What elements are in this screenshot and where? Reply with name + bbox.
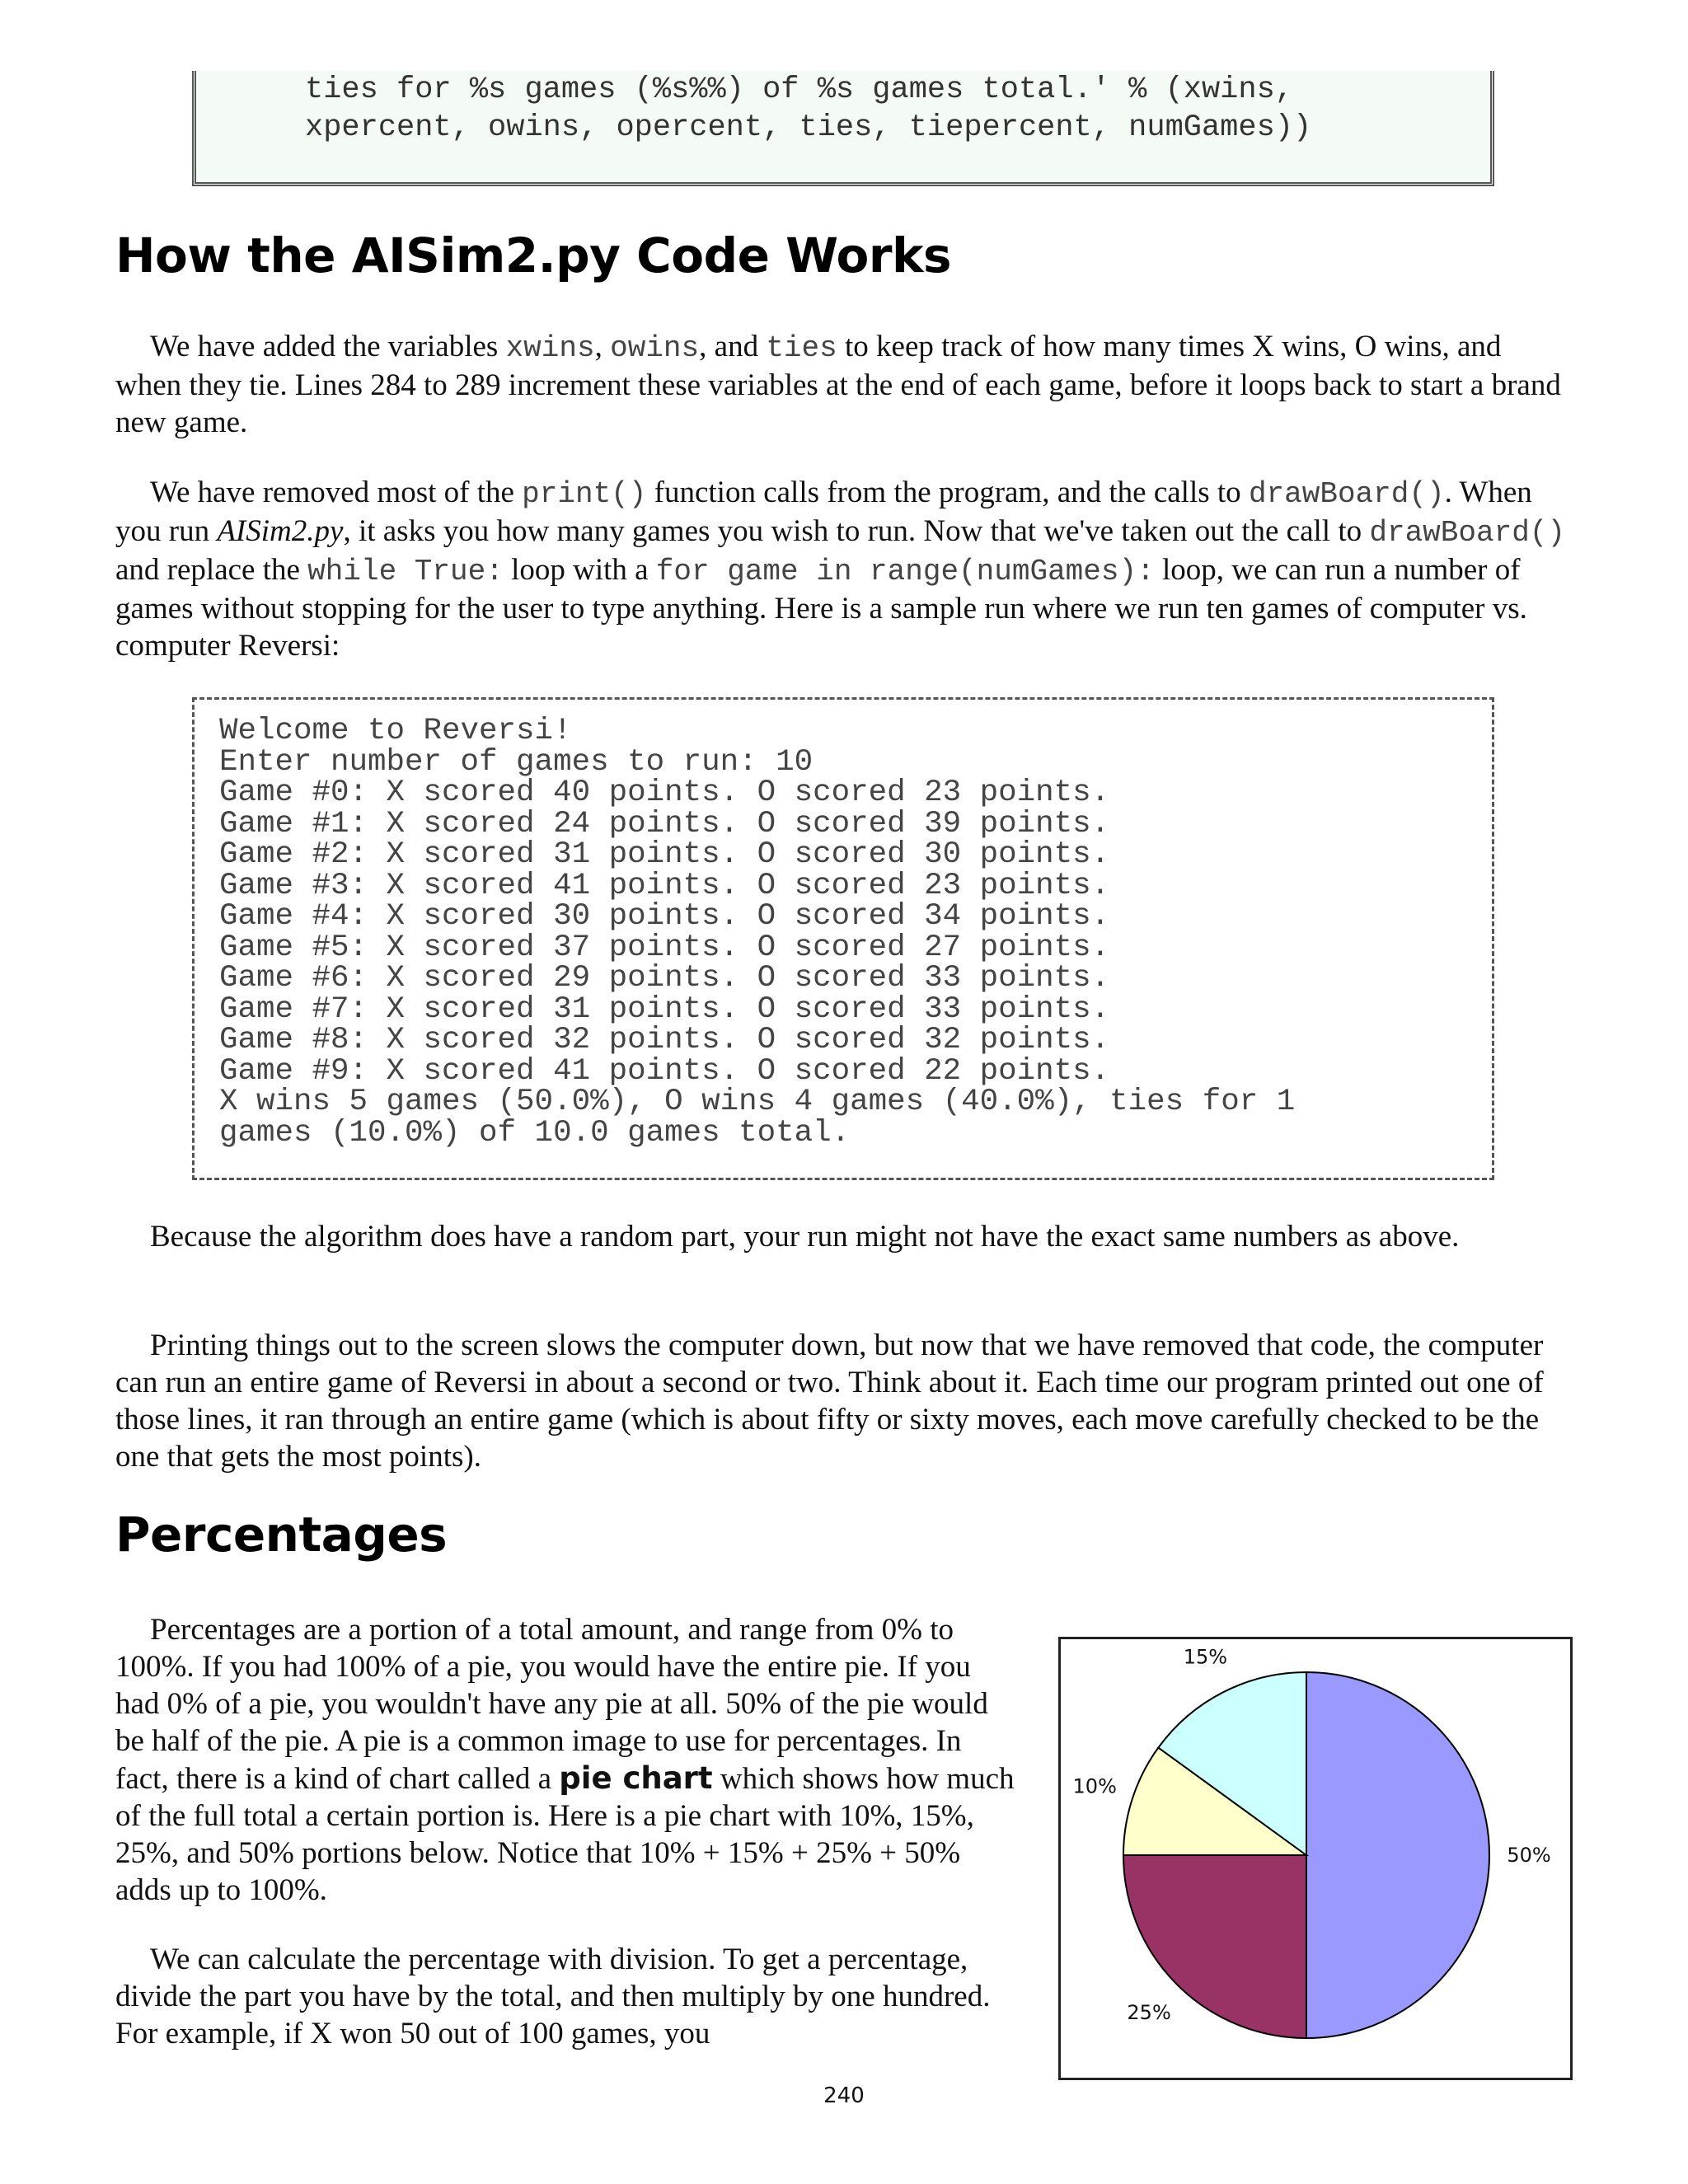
sample-run-box [192,697,1494,1180]
paragraph: Printing things out to the screen slows the computer down, but now that we have removed that code, the computer can run an entire game of Reversi in about a second or two. Think about it. Each time our program printed out one of those lines, it ran through an entire game (which is about fifty or sixty moves, each move carefully checked to be the one that gets the most points). [115,1329,1544,1474]
output-line: games (10.0%) of 10.0 games total. [219,1115,851,1151]
output-line: Game #1: X scored 24 points. O scored 39 points. [219,806,1110,841]
inline-code: print() [522,477,647,511]
inline-filename: AISim2.py [217,514,344,548]
section-heading: Percentages [115,1507,448,1563]
paragraph: We have added the variables xwins, owins, and ties to keep track of how many times X wins, O wins, and when they tie. Lines 284 to 289 increment these variables at the end of each game, before it loops back to start a brand new game. [115,330,1561,439]
inline-code: xwins [505,331,595,365]
code-listing-box [192,71,1494,186]
output-line: Game #7: X scored 31 points. O scored 33 points. [219,991,1110,1027]
pie-slice-label: 10% [1072,1774,1117,1798]
code-line: ties for %s games (%s%%) of %s games total.' % (xwins, [305,73,1293,107]
section-heading: How the AISim2.py Code Works [115,227,952,284]
paragraph: Because the algorithm does have a random part, your run might not have the exact same numbers as above. [150,1220,1460,1254]
paragraph: We can calculate the percentage with division. To get a percentage, divide the part you have by the total, and then multiply by one hundred. For example, if X won 50 out of 100 games, you [115,1943,991,2050]
output-line: Game #5: X scored 37 points. O scored 27 points. [219,930,1110,965]
pie-slice-label: 15% [1183,1645,1228,1669]
paragraph: Percentages are a portion of a total amount, and range from 0% to 100%. If you had 100% of a pie, you would have the entire pie. If you had 0% of a pie, you wouldn't have any pie at all. 50% of the pie would be half of the pie. A pie is a common image to use for percentages. In fact, there is a kind of chart called a pie chart which shows how much of the full total a certain portion is. Here is a pie chart with 10%, 15%, 25%, and 50% portions below. Notice that 10% + 15% + 25% + 50% adds up to 100%. [115,1613,1015,1907]
inline-code: drawBoard() [1369,516,1565,550]
output-line: X wins 5 games (50.0%), O wins 4 games (40.0%), ties for 1 [219,1085,1296,1119]
output-line: Welcome to Reversi! [219,714,572,748]
output-line: Game #6: X scored 29 points. O scored 33 points. [219,961,1110,996]
pie-slice-label: 25% [1127,2000,1171,2024]
output-line: Game #3: X scored 41 points. O scored 23 points. [219,868,1110,903]
inline-code: drawBoard() [1248,477,1445,511]
output-line: Game #2: X scored 31 points. O scored 30 points. [219,837,1110,872]
inline-code: for game in range(numGames): [655,555,1155,588]
pie-chart-svg [1061,1639,1570,2078]
code-line: xpercent, owins, opercent, ties, tiepercent, numGames)) [305,110,1312,145]
output-line: Game #4: X scored 30 points. O scored 34 points. [219,899,1110,934]
output-line: Game #9: X scored 41 points. O scored 22 points. [219,1053,1110,1089]
pie-slice-label: 50% [1507,1844,1551,1867]
inline-code: ties [766,331,837,365]
page-number: 240 [823,2083,865,2108]
pie-slice [1306,1672,1489,2038]
pie-chart [1058,1637,1573,2080]
output-line: Game #0: X scored 40 points. O scored 23 points. [219,776,1110,810]
output-line: Game #8: X scored 32 points. O scored 32 points. [219,1023,1110,1057]
sample-run-output [219,716,1295,1149]
inline-code: owins [610,331,700,365]
inline-code: while True: [307,555,504,588]
bold-term: pie chart [559,1760,713,1796]
paragraph: We have removed most of the print() function calls from the program, and the calls to drawBoard(). When you run AISim2.py, it asks you how many games you wish to run. Now that we've taken out the call to drawBoard() and replace the while True: loop with a for game in range(numGames): loop, we can run a number of games without stopping for the user to type anything. Here is a sample run where we run ten games of computer vs. computer Reversi: [115,476,1565,663]
output-line: Enter number of games to run: 10 [219,744,814,780]
code-listing [305,71,1311,147]
